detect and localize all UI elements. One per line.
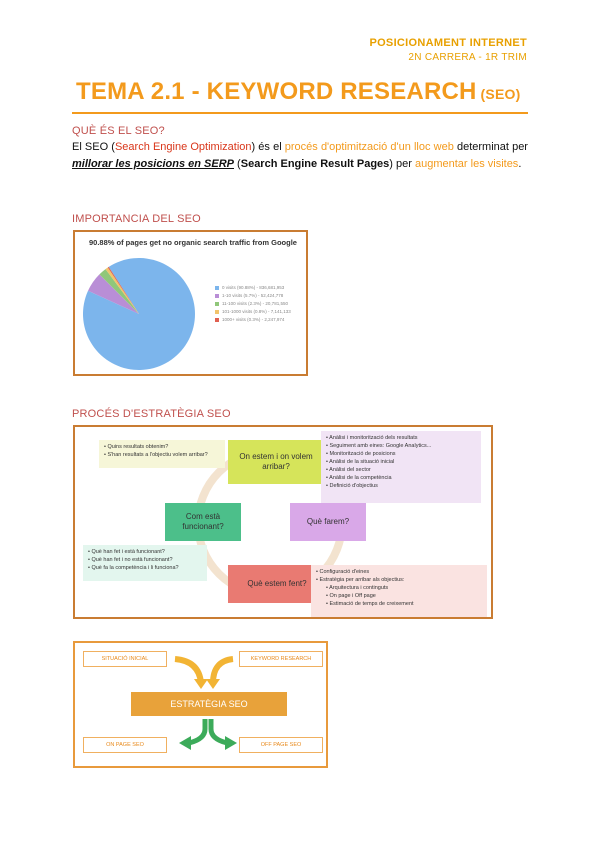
strategy-keyword-research: KEYWORD RESEARCH	[239, 651, 323, 667]
note-item: • Què fa la competència i li funciona?	[88, 564, 202, 572]
legend-item	[215, 284, 291, 292]
para-text-5: ) per	[389, 158, 415, 170]
seo-definition-paragraph	[72, 139, 528, 173]
legend-swatch	[215, 302, 219, 306]
legend-item	[215, 292, 291, 300]
strategy-center: ESTRATÈGIA SEO	[131, 692, 287, 716]
note-item: • Anàlisi i monitorització dels resultats	[326, 434, 476, 442]
seo-process-diagram	[73, 425, 493, 619]
process-step-where-we-are: On estem i on volem arribar?	[228, 440, 324, 484]
seo-strategy-diagram	[73, 641, 328, 768]
arrow-offpage-icon	[211, 719, 227, 743]
note-item: • Monitorització de posicions	[326, 450, 476, 458]
arrow-head-onpage-icon	[179, 736, 191, 750]
note-item: • Anàlisi del sector	[326, 466, 476, 474]
section-heading-process: PROCÉS D'ESTRATÈGIA SEO	[72, 408, 231, 420]
note-item: • S'han resultats a l'objectiu volem arribar?	[104, 451, 220, 459]
legend-label: 11-100 visits (2.3%) - 20,781,550	[222, 301, 288, 306]
title-suffix: (SEO)	[480, 86, 521, 102]
note-item: • Anàlisi de la competència	[326, 474, 476, 482]
legend-item	[215, 308, 291, 316]
note-item: • Estratègia per arribar als objectius:	[316, 576, 482, 584]
arrow-head-right-icon	[206, 679, 220, 689]
para-text-2: ) és el	[251, 141, 285, 153]
note-analysis-list	[321, 431, 481, 503]
process-step-what-to-do: Què farem?	[290, 503, 366, 541]
note-results-questions	[99, 440, 225, 468]
legend-item	[215, 300, 291, 308]
legend-swatch	[215, 310, 219, 314]
pie-legend	[215, 284, 291, 324]
para-highlight-sem: Search Engine Optimization	[114, 141, 252, 153]
para-text-6: .	[518, 158, 522, 170]
note-subitem: • Estimació de temps de creixement	[316, 600, 482, 608]
strategy-initial-situation: SITUACIÓ INICIAL	[83, 651, 167, 667]
para-text-1: El SEO (	[72, 141, 115, 153]
legend-label: 0 visits (90.88%) - 836,681,953	[222, 285, 285, 290]
note-item: • Definició d'objectius	[326, 482, 476, 490]
legend-swatch	[215, 294, 219, 298]
process-step-what-we-do: Què estem fent?	[228, 565, 326, 603]
para-highlight-results: Search Engine Result Pages	[240, 158, 390, 170]
course-name: POSICIONAMENT INTERNET	[369, 37, 527, 49]
process-step-how-it-works: Com està funcionant?	[165, 503, 241, 541]
para-highlight-serp: millorar les posicions en SERP	[72, 158, 234, 170]
note-item: • Seguiment amb eines: Google Analytics...	[326, 442, 476, 450]
arrow-onpage-icon	[189, 719, 205, 743]
note-strategy-list	[311, 565, 487, 617]
note-item: • Què han fet i no està funcionant?	[88, 556, 202, 564]
para-text-4: (	[234, 158, 241, 170]
arrow-head-offpage-icon	[225, 736, 237, 750]
note-item: • Quins resultats obtenim?	[104, 443, 220, 451]
para-highlight-process: procés d'optimització d'un lloc web	[284, 141, 454, 153]
note-performance-questions	[83, 545, 207, 581]
strategy-on-page: ON PAGE SEO	[83, 737, 167, 753]
section-heading-importance: IMPORTANCIA DEL SEO	[72, 213, 201, 225]
para-text-3: determinat per	[453, 141, 528, 153]
pie-chart-title: 90.88% of pages get no organic search traffic from Google	[89, 238, 297, 247]
strategy-off-page: OFF PAGE SEO	[239, 737, 323, 753]
legend-label: 101-1000 visits (0.8%) - 7,141,133	[222, 309, 291, 314]
arrow-head-left-icon	[194, 679, 208, 689]
pie-chart-box	[73, 230, 308, 376]
note-item: • Configuració d'eines	[316, 568, 482, 576]
page-title	[76, 78, 520, 106]
legend-swatch	[215, 286, 219, 290]
section-heading-what-is-seo: QUÈ ÉS EL SEO?	[72, 125, 165, 137]
note-item: • Anàlisi de la situació inicial	[326, 458, 476, 466]
legend-label: 1000+ visits (0.3%) - 2,247,974	[222, 317, 285, 322]
note-subitem: • Arquitectura i continguts	[316, 584, 482, 592]
para-highlight-visits: augmentar les visites	[414, 158, 519, 170]
pie-chart	[79, 254, 199, 374]
note-item: • Què han fet i està funcionant?	[88, 548, 202, 556]
title-underline	[72, 112, 528, 114]
title-main: TEMA 2.1 - KEYWORD RESEARCH	[76, 78, 477, 105]
strategy-arrows	[75, 643, 330, 770]
note-subitem: • On page i Off page	[316, 592, 482, 600]
legend-item	[215, 316, 291, 324]
course-year: 2N CARRERA - 1R TRIM	[408, 52, 527, 63]
legend-swatch	[215, 318, 219, 322]
legend-label: 1-10 visits (5.7%) - 52,424,778	[222, 293, 284, 298]
